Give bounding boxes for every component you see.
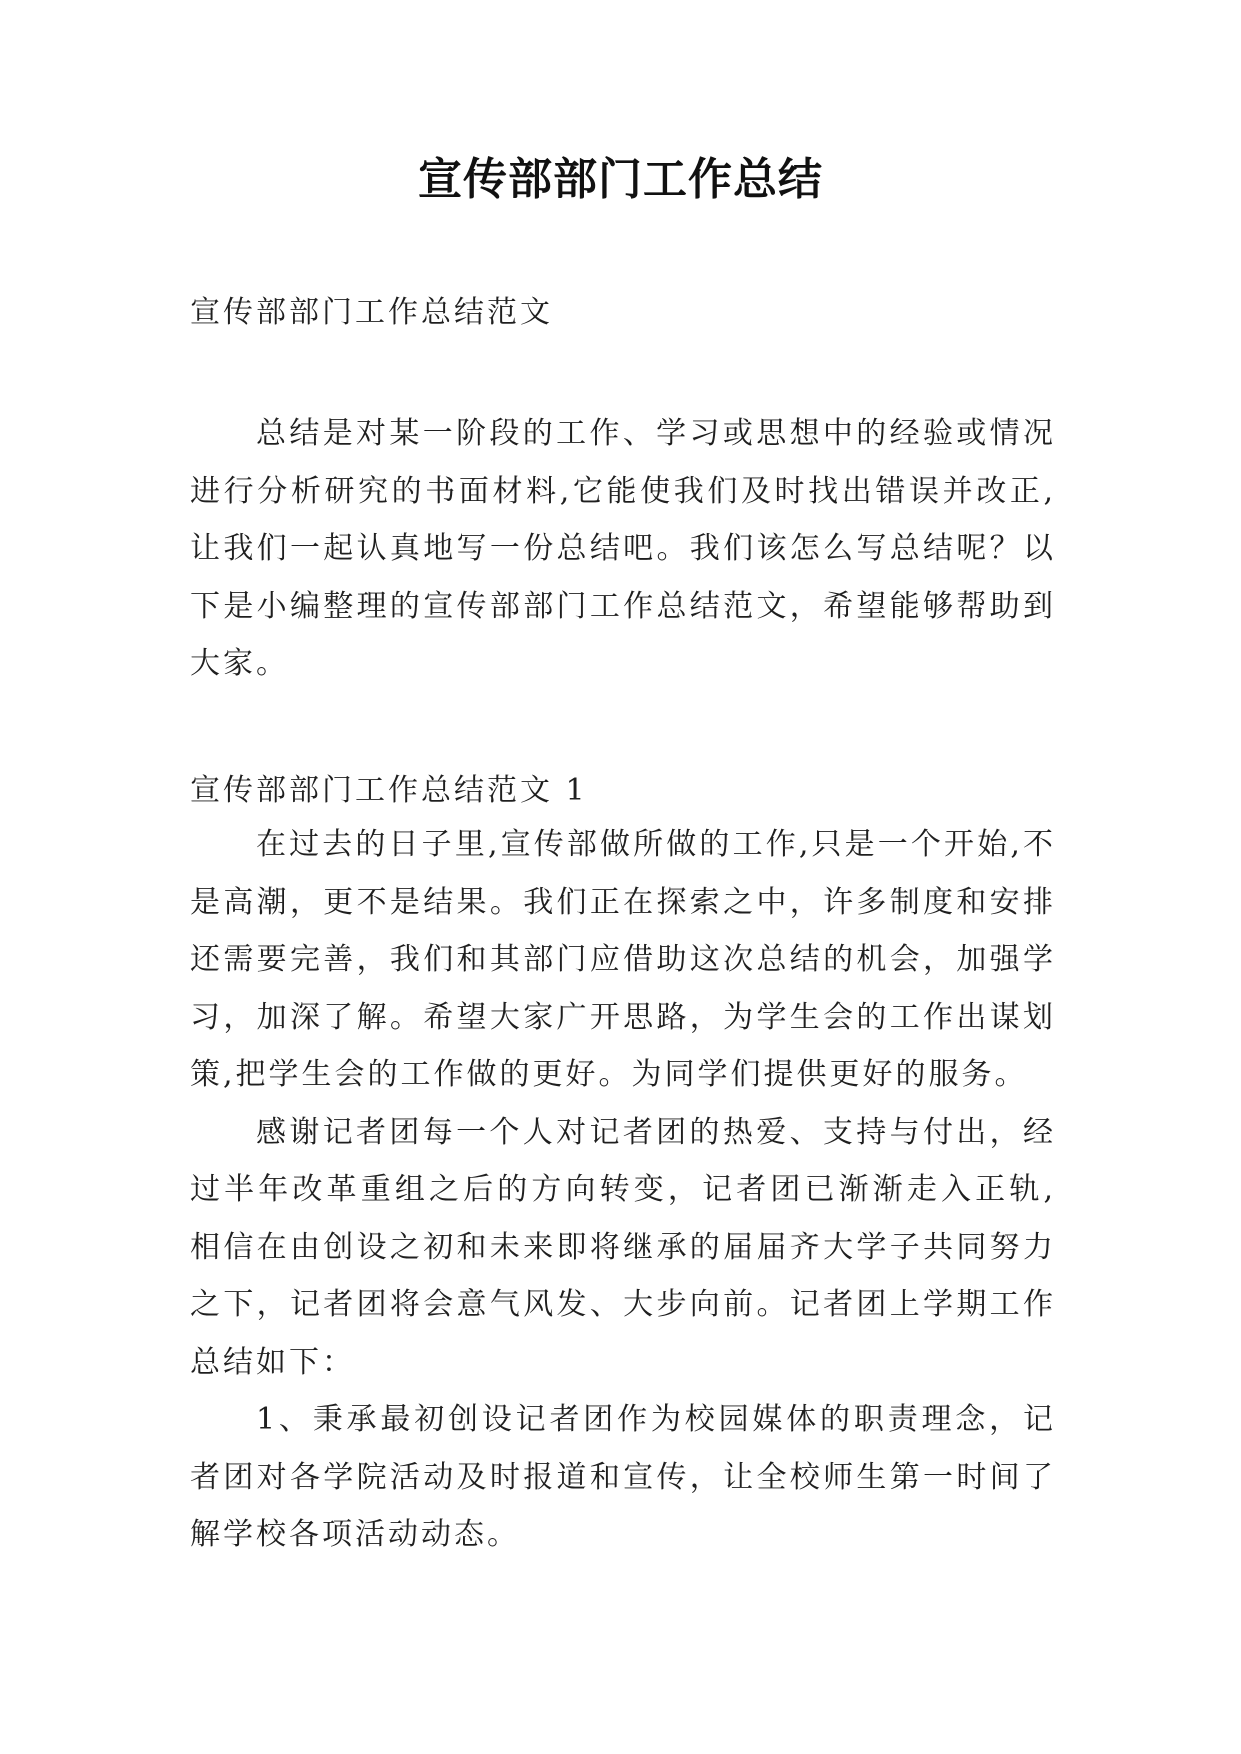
document-subtitle: 宣传部部门工作总结范文 — [190, 295, 553, 330]
body-paragraph-1: 在过去的日子里,宣传部做所做的工作,只是一个开始,不是高潮，更不是结果。我们正在探索之中，许多制度和安排还需要完善，我们和其部门应借助这次总结的机会，加强学习，加深了解。希望大家广开思路，为学生会的工作出谋划策,把学生会的工作做的更好。为同学们提供更好的服务。 — [190, 827, 1056, 1092]
section-body — [190, 816, 1056, 1564]
intro-paragraph: 总结是对某一阶段的工作、学习或思想中的经验或情况进行分析研究的书面材料,它能使我们及时找出错误并改正,让我们一起认真地写一份总结吧。我们该怎么写总结呢？以下是小编整理的宣传部部门工作总结范文，希望能够帮助到大家。 — [190, 416, 1056, 681]
section-title: 宣传部部门工作总结范文 1 — [190, 773, 588, 808]
body-paragraph-2: 感谢记者团每一个人对记者团的热爱、支持与付出，经过半年改革重组之后的方向转变，记者团已渐渐走入正轨,相信在由创设之初和未来即将继承的届届齐大学子共同努力之下，记者团将会意气风发、大步向前。记者团上学期工作总结如下： — [190, 1114, 1056, 1380]
document-title: 宣传部部门工作总结 — [418, 154, 823, 205]
body-paragraph-3: 1、秉承最初创设记者团作为校园媒体的职责理念，记者团对各学院活动及时报道和宣传，让全校师生第一时间了解学校各项活动动态。 — [190, 1402, 1056, 1552]
